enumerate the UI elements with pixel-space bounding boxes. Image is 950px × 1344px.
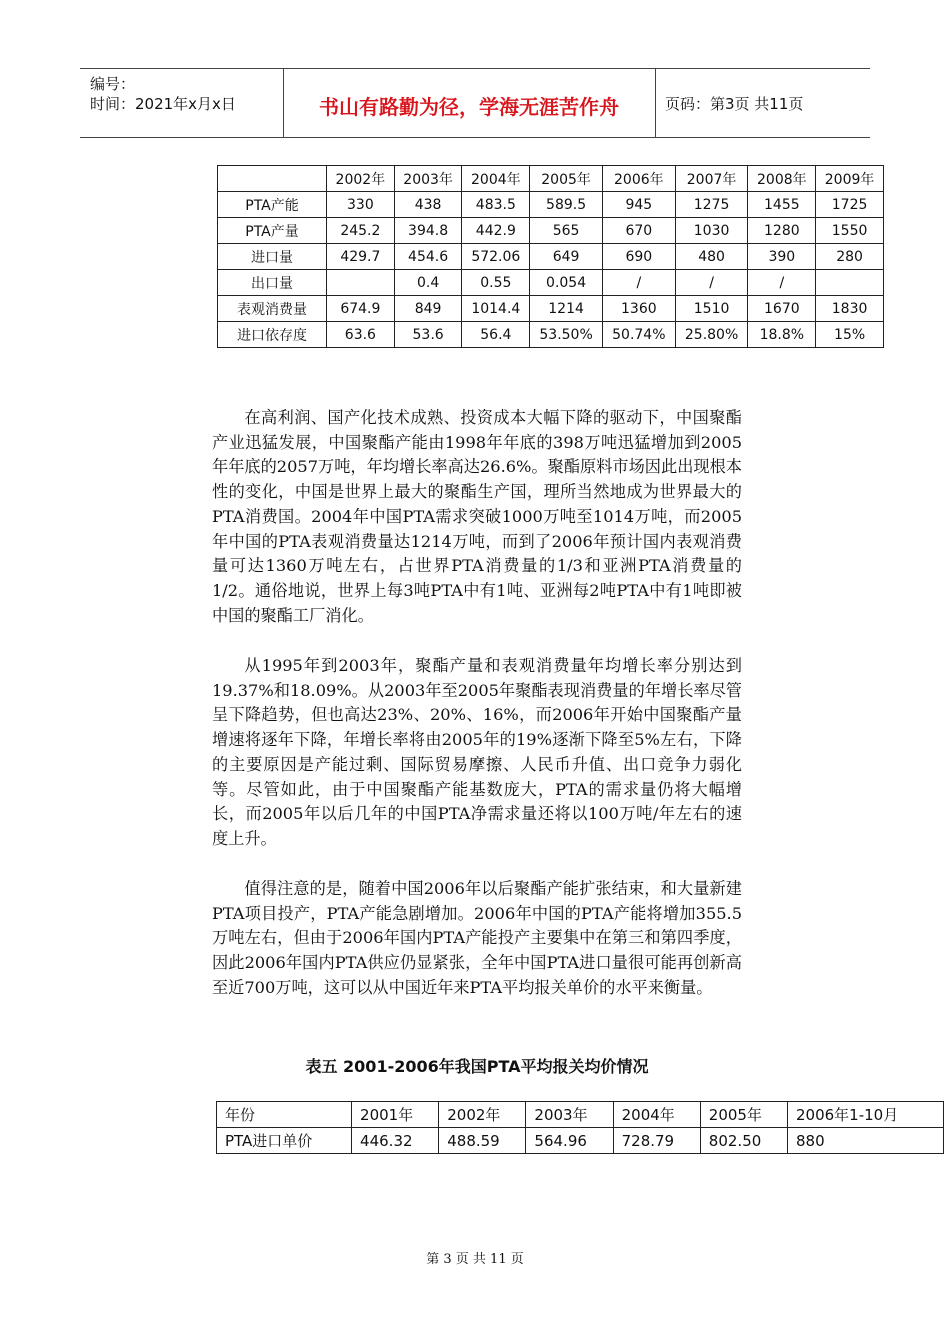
table-cell: 488.59 xyxy=(439,1128,526,1154)
table-cell: / xyxy=(748,270,816,296)
table-cell: 1670 xyxy=(748,296,816,322)
table-cell: 454.6 xyxy=(394,244,462,270)
column-header-cell: 2004年 xyxy=(613,1102,700,1128)
table-cell: 53.50% xyxy=(530,322,603,348)
row-header-cell: PTA进口单价 xyxy=(217,1128,352,1154)
column-header-cell xyxy=(218,166,327,192)
table-cell: 429.7 xyxy=(327,244,395,270)
column-header-cell: 2008年 xyxy=(748,166,816,192)
table-cell: 280 xyxy=(816,244,884,270)
column-header-cell: 2007年 xyxy=(675,166,748,192)
table-cell: 15% xyxy=(816,322,884,348)
table-cell: 446.32 xyxy=(352,1128,439,1154)
pta-import-price-table xyxy=(216,1101,944,1154)
table-cell: 56.4 xyxy=(462,322,530,348)
table-cell: 849 xyxy=(394,296,462,322)
column-header-cell: 2009年 xyxy=(816,166,884,192)
table-cell xyxy=(327,270,395,296)
table-cell: 483.5 xyxy=(462,192,530,218)
table-cell: 649 xyxy=(530,244,603,270)
table-cell: 0.054 xyxy=(530,270,603,296)
table-cell xyxy=(816,270,884,296)
table-cell: 1360 xyxy=(602,296,675,322)
table-row xyxy=(218,296,884,322)
table-cell: 1830 xyxy=(816,296,884,322)
table-cell: 880 xyxy=(787,1128,943,1154)
column-header-cell: 2001年 xyxy=(352,1102,439,1128)
table-header-row xyxy=(218,166,884,192)
table-cell: 63.6 xyxy=(327,322,395,348)
table-row xyxy=(218,270,884,296)
table-cell: 1550 xyxy=(816,218,884,244)
table-cell: 565 xyxy=(530,218,603,244)
header-motto: 书山有路勤为径，学海无涯苦作舟 xyxy=(319,95,619,119)
code-label: 编号： xyxy=(90,75,136,93)
table-row xyxy=(217,1128,944,1154)
table-cell: 480 xyxy=(675,244,748,270)
page-footer: 第 3 页 共 11 页 xyxy=(426,1252,524,1267)
table-cell: 0.55 xyxy=(462,270,530,296)
column-header-cell: 2006年1-10月 xyxy=(787,1102,943,1128)
table-cell: 945 xyxy=(602,192,675,218)
column-header-cell: 2003年 xyxy=(394,166,462,192)
column-header-cell: 2003年 xyxy=(526,1102,613,1128)
table-cell: 802.50 xyxy=(700,1128,787,1154)
table-cell: 330 xyxy=(327,192,395,218)
date-label: 时间：2021年x月x日 xyxy=(90,95,236,113)
row-header-cell: 进口依存度 xyxy=(218,322,327,348)
column-header-cell: 2006年 xyxy=(602,166,675,192)
table-cell: 690 xyxy=(602,244,675,270)
row-header-cell: 表观消费量 xyxy=(218,296,327,322)
paragraph: 值得注意的是，随着中国2006年以后聚酯产能扩张结束，和大量新建PTA项目投产，PTA产能急剧增加。2006年中国的PTA产能将增加355.5万吨左右，但由于2006年国内PTA产能投产主要集中在第三和第四季度，因此2006年国内PTA供应仍显紧张，全年中国PTA进口量很可能再创新高至近700万吨，这可以从中国近年来PTA平均报关单价的水平来衡量。 xyxy=(212,879,742,997)
table-cell: 572.06 xyxy=(462,244,530,270)
table-cell: 438 xyxy=(394,192,462,218)
column-header-cell: 2005年 xyxy=(530,166,603,192)
page-info: 页码：第3页 共11页 xyxy=(665,95,804,113)
table-caption: 表五 2001-2006年我国PTA平均报关均价情况 xyxy=(305,1057,649,1076)
table-cell: 1455 xyxy=(748,192,816,218)
table-cell: 1030 xyxy=(675,218,748,244)
column-header-cell: 年份 xyxy=(217,1102,352,1128)
table-cell: 18.8% xyxy=(748,322,816,348)
table-row xyxy=(218,244,884,270)
table-cell: / xyxy=(675,270,748,296)
row-header-cell: PTA产能 xyxy=(218,192,327,218)
table-cell: 0.4 xyxy=(394,270,462,296)
table-cell: 394.8 xyxy=(394,218,462,244)
table-cell: 1014.4 xyxy=(462,296,530,322)
column-header-cell: 2002年 xyxy=(439,1102,526,1128)
table-cell: 53.6 xyxy=(394,322,462,348)
table-cell: 245.2 xyxy=(327,218,395,244)
table-cell: / xyxy=(602,270,675,296)
pta-supply-demand-table xyxy=(217,165,884,348)
table-cell: 564.96 xyxy=(526,1128,613,1154)
table-cell: 589.5 xyxy=(530,192,603,218)
paragraph: 在高利润、国产化技术成熟、投资成本大幅下降的驱动下，中国聚酯产业迅猛发展，中国聚酯产能由1998年年底的398万吨迅猛增加到2005年年底的2057万吨，年均增长率高达26.6%。聚酯原料市场因此出现根本性的变化，中国是世界上最大的聚酯生产国，理所当然地成为世界最大的PTA消费国。2004年中国PTA需求突破1000万吨至1014万吨，而2005年中国的PTA表观消费量达1214万吨，而到了2006年预计国内表观消费量可达1360万吨左右，占世界PTA消费量的1/3和亚洲PTA消费量的1/2。通俗地说，世界上每3吨PTA中有1吨、亚洲每2吨PTA中有1吨即被中国的聚酯工厂消化。 xyxy=(212,408,742,625)
page-header xyxy=(80,68,870,138)
row-header-cell: PTA产量 xyxy=(218,218,327,244)
table-cell: 1280 xyxy=(748,218,816,244)
table-cell: 1725 xyxy=(816,192,884,218)
row-header-cell: 进口量 xyxy=(218,244,327,270)
table-row xyxy=(218,218,884,244)
column-header-cell: 2002年 xyxy=(327,166,395,192)
table-row xyxy=(218,322,884,348)
table-cell: 728.79 xyxy=(613,1128,700,1154)
header-divider xyxy=(655,69,656,137)
column-header-cell: 2005年 xyxy=(700,1102,787,1128)
table-cell: 1214 xyxy=(530,296,603,322)
table-row xyxy=(218,192,884,218)
table-header-row xyxy=(217,1102,944,1128)
table-cell: 390 xyxy=(748,244,816,270)
table-cell: 1510 xyxy=(675,296,748,322)
table-cell: 25.80% xyxy=(675,322,748,348)
column-header-cell: 2004年 xyxy=(462,166,530,192)
paragraph: 从1995年到2003年，聚酯产量和表观消费量年均增长率分别达到19.37%和18.09%。从2003年至2005年聚酯表现消费量的年增长率尽管呈下降趋势，但也高达23%、20%、16%，而2006年开始中国聚酯产量增速将逐年下降，年增长率将由2005年的19%逐渐下降至5%左右，下降的主要原因是产能过剩、国际贸易摩擦、人民币升值、出口竞争力弱化等。尽管如此，由于中国聚酯产能基数庞大，PTA的需求量仍将大幅增长，而2005年以后几年的中国PTA净需求量还将以100万吨/年左右的速度上升。 xyxy=(212,656,742,848)
table-cell: 670 xyxy=(602,218,675,244)
table-cell: 50.74% xyxy=(602,322,675,348)
table-cell: 442.9 xyxy=(462,218,530,244)
table-cell: 674.9 xyxy=(327,296,395,322)
table-cell: 1275 xyxy=(675,192,748,218)
row-header-cell: 出口量 xyxy=(218,270,327,296)
